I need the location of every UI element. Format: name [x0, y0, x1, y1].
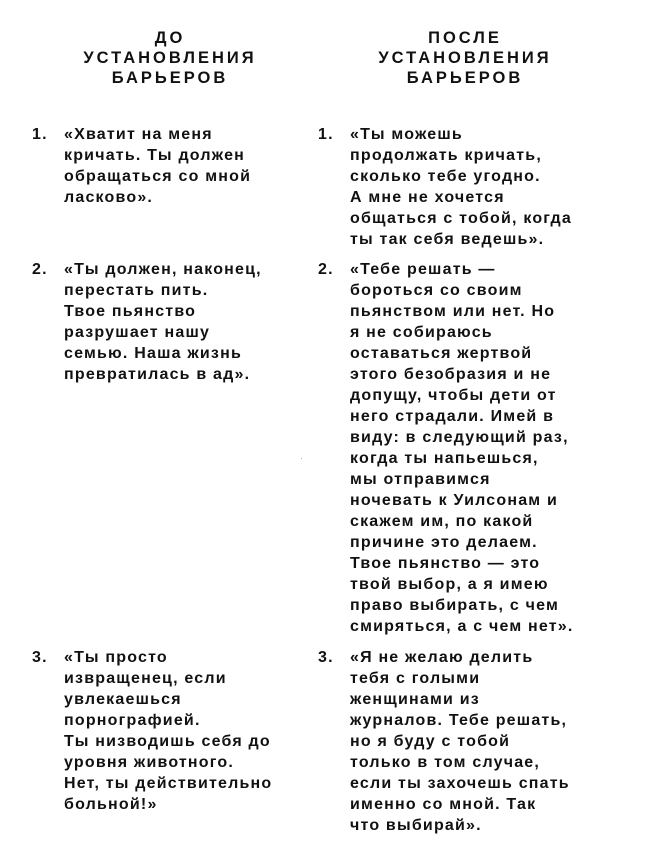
row-2-after-number: 2. — [318, 261, 334, 278]
row-3-before-text: «Ты просто извращенец, если увлекаешься порнографией. Ты низводишь себя до уровня животного. Нет, ты действительно больной!» — [64, 649, 273, 813]
row-1-after-text: «Ты можешь продолжать кричать, сколько тебе угодно. А мне не хочется общаться с тобой, когда ты так себя ведешь». — [350, 126, 573, 248]
row-3-after-number: 3. — [318, 649, 334, 666]
row-2-before-text: «Ты должен, наконец, перестать пить. Твое пьянство разрушает нашу семью. Наша жизнь превратилась в ад». — [64, 261, 262, 383]
row-2-before-number: 2. — [32, 261, 48, 278]
row-2-after-text: «Тебе решать — бороться со своим пьянством или нет. Но я не собираюсь оставаться жертвой этого безобразия и не допущу, чтобы дети от него страдали. Имей в виду: в следующий раз, когда ты напьешься, мы отправимся ночевать к Уилсонам и скажем им, по какой причине это делаем. Твое пьянство — это твой выбор, а я имею право выбирать, с чем смиряться, а с чем нет». — [350, 261, 574, 635]
row-3-before-number: 3. — [32, 649, 48, 666]
row-3-after-text: «Я не желаю делить тебя с голыми женщинами из журналов. Тебе решать, но я буду с тобой только в том случае, если ты захочешь спать именно со мной. Так что выбирай». — [350, 649, 570, 834]
row-1-before-number: 1. — [32, 126, 48, 143]
row-1-after-number: 1. — [318, 126, 334, 143]
header-before: ДО УСТАНОВЛЕНИЯ БАРЬЕРОВ — [83, 29, 257, 87]
row-1-before-text: «Хватит на меня кричать. Ты должен обращаться со мной ласково». — [64, 126, 252, 206]
header-after: ПОСЛЕ УСТАНОВЛЕНИЯ БАРЬЕРОВ — [378, 29, 552, 87]
scan-speck — [301, 458, 302, 459]
